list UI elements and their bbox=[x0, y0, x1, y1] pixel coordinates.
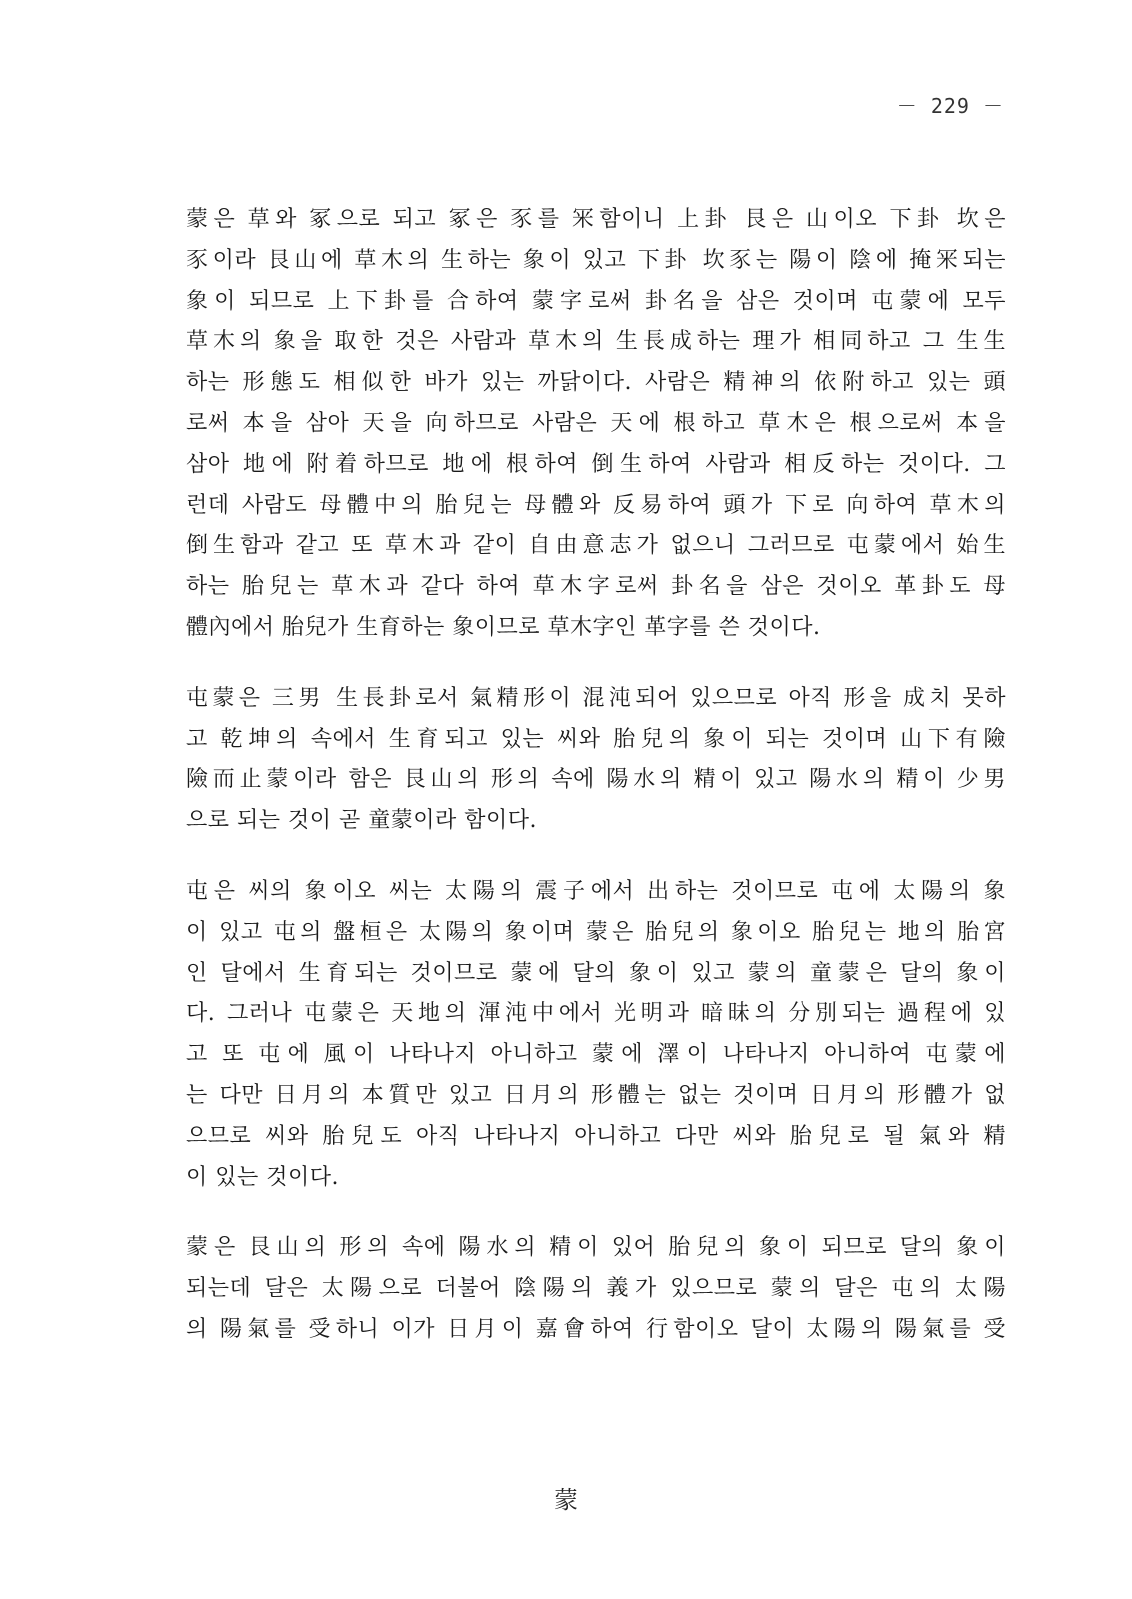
page-footer: 蒙 bbox=[554, 1486, 578, 1514]
paragraph bbox=[186, 200, 1006, 649]
text-line: 豕이라 艮山에 草木의 生하는 象이 있고 下卦 坎豕는 陽이 陰에 掩冞되는 bbox=[186, 247, 1006, 273]
text-line: 으로 되는 것이 곧 童蒙이라 함이다. bbox=[186, 808, 537, 834]
text-line: 蒙은 草와 冢으로 되고 冢은 豕를 冞함이니 上卦 艮은 山이오 下卦 坎은 bbox=[186, 207, 1006, 232]
text-line: 倒生함과 같고 또 草木과 같이 自由意志가 없으니 그러므로 屯蒙에서 始生 bbox=[186, 533, 1006, 559]
text-line: 하는 形態도 相似한 바가 있는 까닭이다. 사람은 精神의 依附하고 있는 頭 bbox=[186, 370, 1006, 396]
text-line: 삼아 地에 附着하므로 地에 根하여 倒生하여 사람과 相反하는 것이다. 그 bbox=[186, 451, 1006, 477]
page-number: － 229 － bbox=[896, 94, 1004, 118]
text-line: 하는 胎兒는 草木과 같다 하여 草木字로써 卦名을 삼은 것이오 革卦도 母 bbox=[186, 574, 1006, 600]
text-line: 고 乾坤의 속에서 生育되고 있는 씨와 胎兒의 象이 되는 것이며 山下有險 bbox=[186, 726, 1006, 752]
text-line: 런데 사람도 母體中의 胎兒는 母體와 反易하여 頭가 下로 向하여 草木의 bbox=[186, 492, 1006, 518]
text-line: 屯蒙은 三男 生長卦로서 氣精形이 混沌되어 있으므로 아직 形을 成치 못하 bbox=[186, 685, 1006, 711]
text-line: 體內에서 胎兒가 生育하는 象이므로 草木字인 革字를 쓴 것이다. bbox=[186, 614, 821, 640]
text-line: 으므로 씨와 胎兒도 아직 나타나지 아니하고 다만 씨와 胎兒로 될 氣와 精 bbox=[186, 1123, 1006, 1149]
text-line: 蒙은 艮山의 形의 속에 陽水의 精이 있어 胎兒의 象이 되므로 달의 象이 bbox=[186, 1235, 1006, 1261]
text-line: 로써 本을 삼아 天을 向하므로 사람은 天에 根하고 草木은 根으로써 本을 bbox=[186, 410, 1006, 436]
text-line: 다. 그러나 屯蒙은 天地의 渾沌中에서 光明과 暗昧의 分別되는 過程에 있 bbox=[186, 1001, 1006, 1027]
text-line: 의 陽氣를 受하니 이가 日月이 嘉會하여 行함이오 달이 太陽의 陽氣를 受 bbox=[186, 1316, 1006, 1342]
body-text bbox=[186, 200, 1006, 1381]
text-line: 險而止蒙이라 함은 艮山의 形의 속에 陽水의 精이 있고 陽水의 精이 少男 bbox=[186, 767, 1006, 793]
paragraph bbox=[186, 872, 1006, 1198]
text-line: 象이 되므로 上下卦를 合하여 蒙字로써 卦名을 삼은 것이며 屯蒙에 모두 bbox=[186, 288, 1006, 314]
paragraph bbox=[186, 1228, 1006, 1350]
text-line: 이 있는 것이다. bbox=[186, 1164, 339, 1190]
text-line: 고 또 屯에 風이 나타나지 아니하고 蒙에 澤이 나타나지 아니하여 屯蒙에 bbox=[186, 1042, 1006, 1068]
text-line: 草木의 象을 取한 것은 사람과 草木의 生長成하는 理가 相同하고 그 生生 bbox=[186, 329, 1006, 355]
text-line: 되는데 달은 太陽으로 더불어 陰陽의 義가 있으므로 蒙의 달은 屯의 太陽 bbox=[186, 1276, 1006, 1302]
text-line: 인 달에서 生育되는 것이므로 蒙에 달의 象이 있고 蒙의 童蒙은 달의 象이 bbox=[186, 960, 1006, 986]
paragraph bbox=[186, 679, 1006, 842]
text-line: 는 다만 日月의 本質만 있고 日月의 形體는 없는 것이며 日月의 形體가 없 bbox=[186, 1082, 1006, 1108]
text-line: 이 있고 屯의 盤桓은 太陽의 象이며 蒙은 胎兒의 象이오 胎兒는 地의 胎宮 bbox=[186, 919, 1006, 945]
text-line: 屯은 씨의 象이오 씨는 太陽의 震子에서 出하는 것이므로 屯에 太陽의 象 bbox=[186, 878, 1006, 904]
